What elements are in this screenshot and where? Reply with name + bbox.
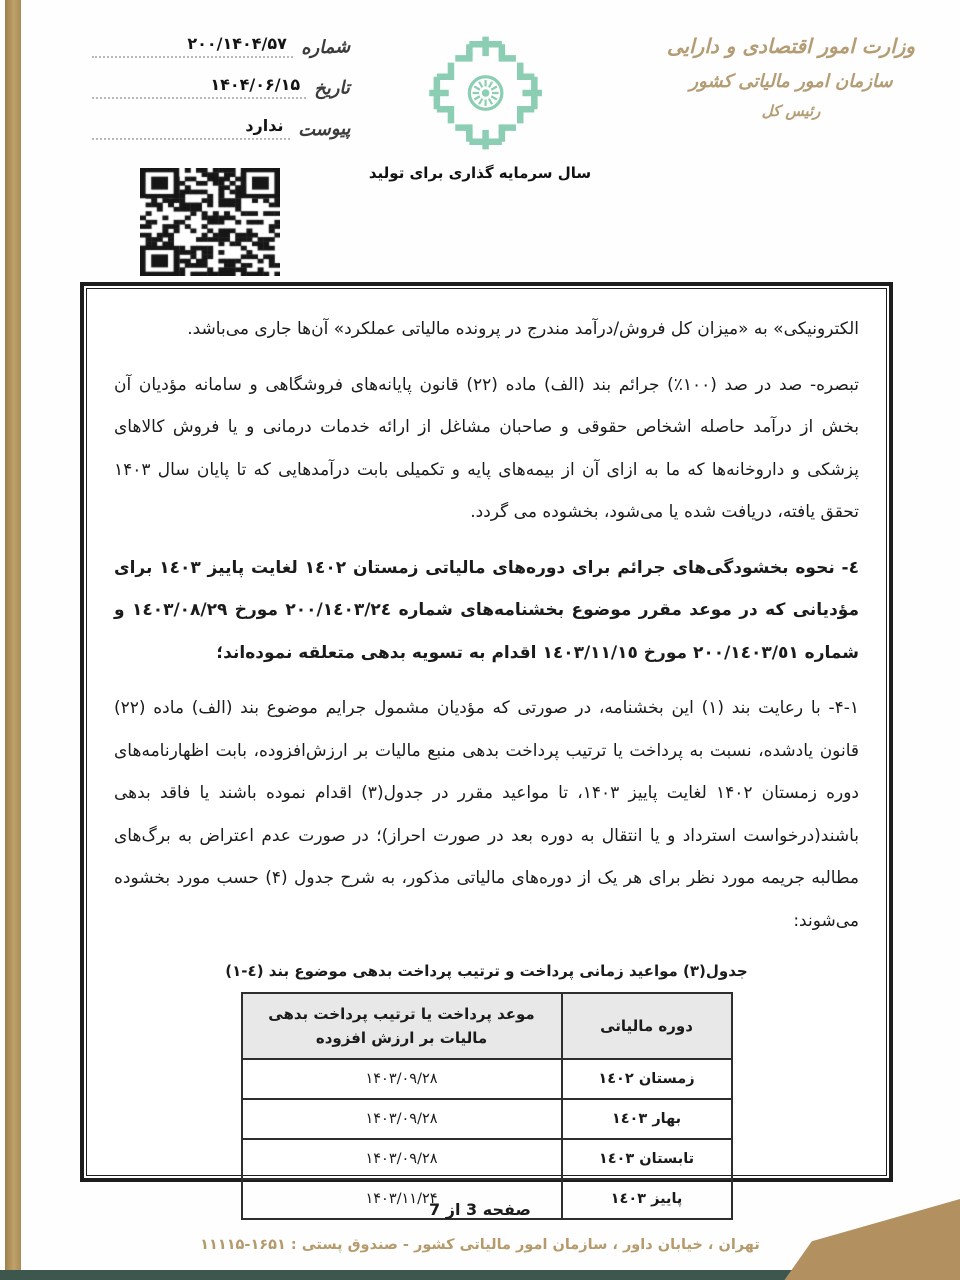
letterhead-meta-row <box>92 34 350 58</box>
table-caption: جدول(۳) مواعید زمانی پرداخت و ترتیب پرداخت بدهی موضوع بند (٤-١) <box>225 962 748 980</box>
body-paragraph: ۴-۱- با رعایت بند (۱) این بخشنامه، در صورتی که مؤدیان مشمول جرایم موضوع بند (الف) ماده (۲۲) قانون یادشده، نسبت به پرداخت یا ترتیب پرداخت بدهی منبع مالیات بر ارزش‌افزوده، بابت اظهارنامه‌های دوره زمستان ۱۴۰۲ لغایت پاییز ۱۴۰۳، تا مواعید مقرر در جدول(۳) اقدام نموده باشند یا فاقد بدهی باشند(درخواست استرداد و یا انتقال به دوره بعد در صورت احراز)؛ در صورت عدم اعتراض به برگ‌های مطالبه جریمه مورد نظر برای هر یک از دوره‌های مالیاتی مذکور، به شرح جدول (۴) حسب مورد بخشوده می‌شوند: <box>114 698 859 931</box>
meta-dotted-line <box>92 34 293 58</box>
tax-administration-logo-icon <box>416 28 556 158</box>
meta-field-value: ۱۴۰۴/۰۶/۱۵ <box>210 75 301 94</box>
qr-code-canvas <box>140 168 280 276</box>
ministry-title-line: وزارت امور اقتصادی و دارایی <box>666 34 916 58</box>
payment-deadlines-table <box>241 992 733 1220</box>
cell-payment-deadline: ۱۴۰۳/۰۹/۲۸ <box>242 1139 562 1179</box>
cell-tax-period: زمستان ١٤٠٢ <box>562 1059 732 1099</box>
letter-body-content <box>84 286 889 1220</box>
ministry-titles <box>636 28 946 126</box>
table-row <box>242 1099 732 1139</box>
scan-bottom-bar <box>0 1270 872 1280</box>
table-row <box>242 1139 732 1179</box>
meta-field-value: ندارد <box>245 116 284 135</box>
cell-tax-period: بهار ١٤٠٣ <box>562 1099 732 1139</box>
meta-dotted-line <box>92 116 290 140</box>
cell-tax-period: پاییز ١٤٠٣ <box>562 1179 732 1219</box>
body-paragraph: ٤- نحوه بخشودگی‌های جرائم برای دوره‌های مالیاتی زمستان ١٤٠٢ لغایت پاییز ١٤٠٣ برای مؤدیانی که در موعد مقرر موضوع بخشنامه‌های شماره ٢٠٠/١٤٠٣/٢٤ مورخ ١٤٠٣/٠٨/٢٩ و شماره ٢٠٠/١٤٠٣/٥١ مورخ ١٤٠٣/١١/١٥ اقدام به تسویه بدهی متعلقه نموده‌اند؛ <box>114 557 859 663</box>
letter-body-frame <box>80 282 893 1207</box>
letterhead-meta-row <box>92 75 350 99</box>
table-row <box>242 1059 732 1099</box>
meta-field-label: تاریخ <box>313 77 351 100</box>
page-indicator: صفحه 3 از 7 <box>429 1200 531 1219</box>
column-header-period: دوره مالیاتی <box>562 993 732 1059</box>
cell-payment-deadline: ۱۴۰۳/۰۹/۲۸ <box>242 1059 562 1099</box>
meta-dotted-line <box>92 75 306 99</box>
letterhead-meta-row <box>92 116 350 140</box>
ministry-title-line: سازمان امور مالیاتی کشور <box>689 71 893 92</box>
year-slogan: سال سرمایه گذاری برای تولید <box>368 164 592 182</box>
body-paragraphs <box>114 308 859 942</box>
cell-payment-deadline: ۱۴۰۳/۰۹/۲۸ <box>242 1099 562 1139</box>
meta-field-label: شماره <box>300 36 351 59</box>
letterhead-meta <box>92 34 350 140</box>
ministry-title-line: رئیس کل <box>761 102 821 121</box>
scan-edge-strip <box>5 0 21 1280</box>
table-header <box>242 993 732 1059</box>
meta-field-value: ۲۰۰/۱۴۰۴/۵۷ <box>187 34 287 53</box>
address-line: تهران ، خیابان داور ، سازمان امور مالیاتی کشور - صندوق پستی : ۱۶۵۱-۱۱۱۱۵ <box>200 1237 760 1253</box>
qr-code <box>140 168 280 276</box>
body-paragraph: الکترونیکی» به «میزان کل فروش/درآمد مندرج در پرونده مالیاتی عملکرد» آن‌ها جاری می‌باشد. <box>187 319 859 339</box>
meta-field-label: پیوست <box>297 118 351 141</box>
cell-payment-deadline: ۱۴۰۳/۱۱/۲۴ <box>242 1179 562 1219</box>
cell-tax-period: تابستان ١٤٠٣ <box>562 1139 732 1179</box>
table-body <box>242 1059 732 1219</box>
column-header-deadline: موعد پرداخت یا ترتیب پرداخت بدهی مالیات بر ارزش افزوده <box>242 993 562 1059</box>
body-paragraph: تبصره- صد در صد (۱۰۰٪) جرائم بند (الف) ماده (۲۲) قانون پایانه‌های فروشگاهی و سامانه مؤدیان آن بخش از درآمد حاصله اشخاص حقوقی و صاحبان مشاغل از ارائه خدمات درمانی و یا فروش کالاهای پزشکی و داروخانه‌ها که ما به ازای آن از بیمه‌های پایه و تکمیلی بابت درآمدهایی که تا پایان سال ۱۴۰۳ تحقق یافته، دریافت شده یا می‌شود، بخشوده می گردد. <box>114 374 859 522</box>
